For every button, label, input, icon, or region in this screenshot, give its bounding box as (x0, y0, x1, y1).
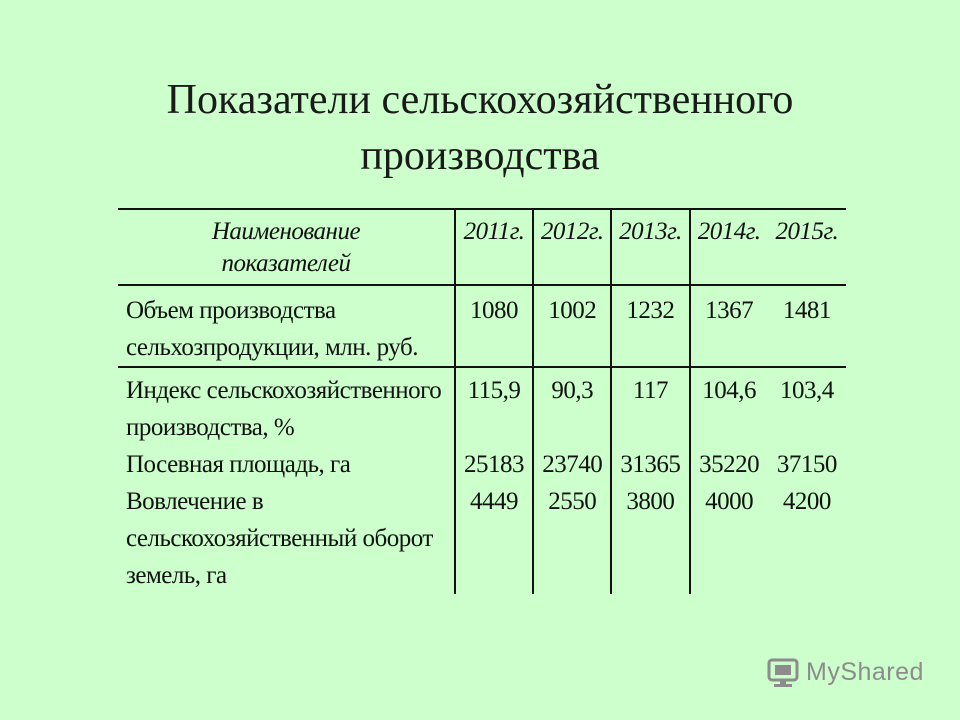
row-name-line: Индекс сельскохозяйственного (126, 377, 442, 404)
cell-values-2013 (611, 367, 689, 594)
cell-value: 1232 (611, 285, 689, 367)
header-year-2012: 2012г. (533, 209, 611, 285)
slide-title (0, 72, 960, 184)
row-name-line: земель, га (126, 562, 227, 589)
cell-value: 104,6 (702, 377, 756, 404)
cell-value: 3800 (626, 488, 675, 515)
row-name-line: производства, % (126, 414, 295, 441)
row-name-line: Объем производства (126, 297, 336, 324)
cell-value: 31365 (620, 451, 681, 478)
row-name-line: Посевная площадь, га (126, 451, 351, 478)
cell-values-2015 (768, 367, 846, 594)
myshared-logo-icon (766, 656, 800, 688)
cell-value: 1002 (533, 285, 611, 367)
cell-value: 1367 (690, 285, 768, 367)
header-name-line-2: показателей (221, 250, 351, 277)
cell-value: 4200 (782, 488, 831, 515)
cell-values-2014 (690, 367, 768, 594)
cell-value: 103,4 (779, 377, 834, 404)
row-name-production-volume (118, 285, 455, 367)
cell-value: 1080 (455, 285, 533, 367)
cell-value: 2550 (548, 488, 597, 515)
header-year-2014: 2014г. (690, 209, 768, 285)
cell-value: 117 (632, 377, 668, 404)
row-name-line: сельхозпродукции, млн. руб. (126, 334, 418, 361)
header-name-line-1: Наименование (211, 218, 361, 245)
cell-value: 35220 (699, 451, 760, 478)
table-header-row (118, 209, 846, 285)
header-name-cell (118, 209, 455, 285)
myshared-watermark (766, 656, 924, 688)
table-row (118, 367, 846, 594)
cell-value: 37150 (776, 451, 837, 478)
header-year-2015: 2015г. (768, 209, 846, 285)
cell-value: 25183 (464, 451, 525, 478)
watermark-text: MyShared (806, 657, 924, 686)
row-names-group (118, 367, 455, 594)
cell-value: 23740 (542, 451, 603, 478)
cell-value: 115,9 (467, 377, 521, 404)
row-name-line: Вовлечение в (126, 488, 264, 515)
cell-values-2011 (455, 367, 533, 594)
table-row (118, 285, 846, 367)
header-year-2011: 2011г. (455, 209, 533, 285)
cell-value: 90,3 (551, 377, 594, 404)
cell-value: 1481 (768, 285, 846, 367)
cell-values-2012 (533, 367, 611, 594)
header-year-2013: 2013г. (611, 209, 689, 285)
cell-value: 4449 (470, 488, 519, 515)
slide-title-line-1: Показатели сельскохозяйственного (166, 77, 794, 123)
slide-title-line-2: производства (360, 133, 600, 179)
row-name-line: сельскохозяйственный оборот (126, 525, 433, 552)
indicators-table (118, 208, 846, 594)
cell-value: 4000 (705, 488, 754, 515)
